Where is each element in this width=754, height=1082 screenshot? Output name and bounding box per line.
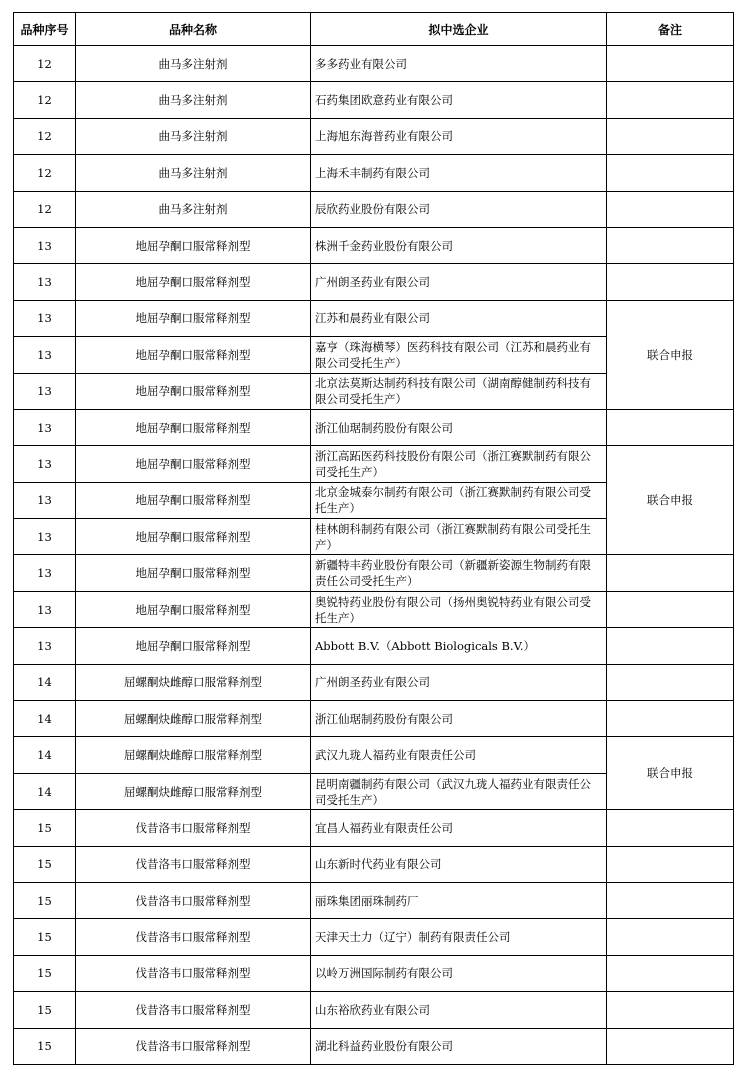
table-row [14,701,734,737]
variety-name-cell: 曲马多注射剂 [76,191,311,227]
variety-number-cell: 12 [14,118,76,154]
variety-number-cell: 13 [14,446,76,482]
remarks-cell [607,992,734,1028]
table-row [14,664,734,700]
variety-name-cell: 地屈孕酮口服常释剂型 [76,628,311,664]
company-cell: 浙江仙琚制药股份有限公司 [311,409,607,445]
company-cell: 北京金城泰尔制药有限公司（浙江赛默制药有限公司受托生产） [311,482,607,518]
variety-number-cell: 13 [14,337,76,373]
variety-number-cell: 12 [14,155,76,191]
variety-name-cell: 地屈孕酮口服常释剂型 [76,264,311,300]
table-row [14,46,734,82]
variety-number-cell: 14 [14,737,76,773]
variety-name-cell: 地屈孕酮口服常释剂型 [76,409,311,445]
table-row [14,82,734,118]
variety-name-cell: 伐昔洛韦口服常释剂型 [76,846,311,882]
variety-name-cell: 地屈孕酮口服常释剂型 [76,373,311,409]
remarks-cell [607,628,734,664]
remarks-cell [607,591,734,627]
company-cell: 上海禾丰制药有限公司 [311,155,607,191]
table-row [14,446,734,482]
remarks-cell [607,882,734,918]
variety-number-cell: 13 [14,227,76,263]
variety-name-cell: 地屈孕酮口服常释剂型 [76,446,311,482]
variety-number-cell: 15 [14,919,76,955]
remarks-cell [607,919,734,955]
variety-name-cell: 地屈孕酮口服常释剂型 [76,555,311,591]
variety-name-cell: 地屈孕酮口服常释剂型 [76,227,311,263]
procurement-table [13,12,734,1065]
variety-name-cell: 伐昔洛韦口服常释剂型 [76,882,311,918]
company-cell: 北京法莫斯达制药科技有限公司（湖南醇健制药科技有限公司受托生产） [311,373,607,409]
header-selected-company: 拟中选企业 [311,13,607,46]
variety-number-cell: 13 [14,519,76,555]
variety-number-cell: 13 [14,300,76,336]
variety-number-cell: 13 [14,264,76,300]
variety-name-cell: 曲马多注射剂 [76,46,311,82]
remarks-cell [607,191,734,227]
company-cell: 广州朗圣药业有限公司 [311,264,607,300]
remarks-cell [607,701,734,737]
table-row [14,118,734,154]
company-cell: 广州朗圣药业有限公司 [311,664,607,700]
remarks-cell [607,155,734,191]
variety-name-cell: 伐昔洛韦口服常释剂型 [76,955,311,991]
table-row [14,555,734,591]
company-cell: 辰欣药业股份有限公司 [311,191,607,227]
variety-name-cell: 地屈孕酮口服常释剂型 [76,482,311,518]
table-row [14,409,734,445]
variety-name-cell: 伐昔洛韦口服常释剂型 [76,810,311,846]
variety-number-cell: 15 [14,955,76,991]
table-row [14,191,734,227]
company-cell: Abbott B.V.（Abbott Biologicals B.V.） [311,628,607,664]
variety-number-cell: 13 [14,373,76,409]
company-cell: 奥锐特药业股份有限公司（扬州奥锐特药业有限公司受托生产） [311,591,607,627]
table-row [14,919,734,955]
variety-name-cell: 屈螺酮炔雌醇口服常释剂型 [76,773,311,809]
variety-number-cell: 14 [14,701,76,737]
table-row [14,264,734,300]
header-variety-name: 品种名称 [76,13,311,46]
variety-number-cell: 15 [14,992,76,1028]
variety-number-cell: 15 [14,882,76,918]
table-row [14,628,734,664]
variety-number-cell: 13 [14,628,76,664]
remarks-cell: 联合申报 [607,300,734,409]
remarks-cell [607,227,734,263]
variety-name-cell: 屈螺酮炔雌醇口服常释剂型 [76,664,311,700]
variety-number-cell: 12 [14,46,76,82]
company-cell: 上海旭东海普药业有限公司 [311,118,607,154]
variety-name-cell: 伐昔洛韦口服常释剂型 [76,1028,311,1064]
variety-number-cell: 12 [14,82,76,118]
company-cell: 株洲千金药业股份有限公司 [311,227,607,263]
remarks-cell [607,46,734,82]
table-row [14,846,734,882]
table-row [14,591,734,627]
variety-name-cell: 地屈孕酮口服常释剂型 [76,337,311,373]
remarks-cell [607,810,734,846]
variety-number-cell: 15 [14,810,76,846]
header-row [14,13,734,46]
variety-number-cell: 13 [14,482,76,518]
variety-number-cell: 15 [14,846,76,882]
table-row [14,1028,734,1064]
remarks-cell [607,409,734,445]
company-cell: 宜昌人福药业有限责任公司 [311,810,607,846]
company-cell: 湖北科益药业股份有限公司 [311,1028,607,1064]
remarks-cell [607,118,734,154]
company-cell: 武汉九珑人福药业有限责任公司 [311,737,607,773]
header-variety-number: 品种序号 [14,13,76,46]
company-cell: 山东新时代药业有限公司 [311,846,607,882]
table-row [14,955,734,991]
remarks-cell [607,82,734,118]
table-row [14,155,734,191]
table-row [14,227,734,263]
remarks-cell [607,555,734,591]
company-cell: 新疆特丰药业股份有限公司（新疆新姿源生物制药有限责任公司受托生产） [311,555,607,591]
table-body [14,46,734,1065]
variety-number-cell: 13 [14,409,76,445]
company-cell: 浙江高跖医药科技股份有限公司（浙江赛默制药有限公司受托生产） [311,446,607,482]
variety-number-cell: 13 [14,555,76,591]
company-cell: 江苏和晨药业有限公司 [311,300,607,336]
variety-name-cell: 屈螺酮炔雌醇口服常释剂型 [76,737,311,773]
company-cell: 山东裕欣药业有限公司 [311,992,607,1028]
variety-name-cell: 地屈孕酮口服常释剂型 [76,300,311,336]
remarks-cell [607,1028,734,1064]
table-row [14,992,734,1028]
company-cell: 嘉亨（珠海横琴）医药科技有限公司（江苏和晨药业有限公司受托生产） [311,337,607,373]
variety-number-cell: 14 [14,664,76,700]
variety-name-cell: 屈螺酮炔雌醇口服常释剂型 [76,701,311,737]
variety-name-cell: 曲马多注射剂 [76,155,311,191]
table-row [14,737,734,773]
variety-name-cell: 伐昔洛韦口服常释剂型 [76,919,311,955]
variety-number-cell: 12 [14,191,76,227]
remarks-cell: 联合申报 [607,446,734,555]
variety-number-cell: 15 [14,1028,76,1064]
company-cell: 天津天士力（辽宁）制药有限责任公司 [311,919,607,955]
remarks-cell: 联合申报 [607,737,734,810]
remarks-cell [607,955,734,991]
table-row [14,882,734,918]
variety-number-cell: 13 [14,591,76,627]
remarks-cell [607,846,734,882]
company-cell: 多多药业有限公司 [311,46,607,82]
company-cell: 丽珠集团丽珠制药厂 [311,882,607,918]
company-cell: 昆明南疆制药有限公司（武汉九珑人福药业有限责任公司受托生产） [311,773,607,809]
variety-name-cell: 曲马多注射剂 [76,118,311,154]
variety-name-cell: 伐昔洛韦口服常释剂型 [76,992,311,1028]
variety-number-cell: 14 [14,773,76,809]
company-cell: 桂林朗科制药有限公司（浙江赛默制药有限公司受托生产） [311,519,607,555]
header-remarks: 备注 [607,13,734,46]
variety-name-cell: 曲马多注射剂 [76,82,311,118]
table-row [14,810,734,846]
variety-name-cell: 地屈孕酮口服常释剂型 [76,591,311,627]
variety-name-cell: 地屈孕酮口服常释剂型 [76,519,311,555]
remarks-cell [607,264,734,300]
table-row [14,300,734,336]
company-cell: 浙江仙琚制药股份有限公司 [311,701,607,737]
company-cell: 石药集团欧意药业有限公司 [311,82,607,118]
remarks-cell [607,664,734,700]
company-cell: 以岭万洲国际制药有限公司 [311,955,607,991]
